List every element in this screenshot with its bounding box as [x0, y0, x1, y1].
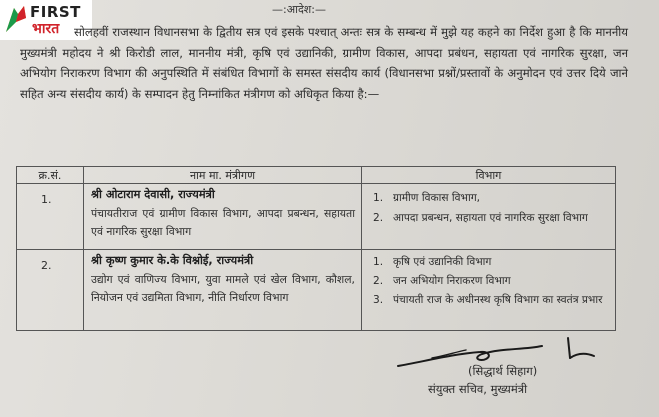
header-department: विभाग [475, 169, 502, 182]
order-heading: —:आदेश:— [272, 3, 326, 16]
minister-table [16, 166, 616, 331]
header-serial: क्र.सं. [38, 169, 62, 182]
table-row [91, 187, 355, 241]
list-item: 2. जन अभियोग निराकरण विभाग [373, 275, 511, 287]
row-1-serial: 1. [41, 193, 52, 206]
order-paragraph [20, 22, 628, 104]
row-1-departments [369, 191, 607, 226]
row-2-minister-name: श्री कृष्ण कुमार के.के विश्नोई, राज्यमंत्री [91, 254, 254, 267]
table-col-divider [83, 167, 84, 330]
order-paragraph-text: सोलहवीं राजस्थान विधानसभा के द्वितीय सत्र एवं इसके पश्चात् अन्तः सत्र के सम्बन्ध में मुझे यह कहने का निर्देश हुआ है कि माननीय मुख्यमंत्री महोदय ने श्री किरोडी लाल, माननीय मंत्री, कृषि एवं उद्यानिकी, ग्रामीण विकास, आपदा प्रबंधन, सहायता एवं नागरिक सुरक्षा, जन अभियोग निराकरण विभाग की अनुपस्थिति में संबंधित विभागों के समस्त संसदीय कार्य (विधानसभा प्रश्नों/प्रस्तावों के अनुमोदन एवं उत्तर दिये जाने सहित अन्य संसदीय कार्य) के सम्पादन हेतु निम्नांकित मंत्रीगण को अधिकृत किया है:— [20, 25, 628, 101]
row-2-departments [369, 255, 607, 308]
logo-text-first: FIRST [30, 3, 81, 21]
table-col-divider [361, 167, 362, 330]
table-row-divider [17, 249, 615, 250]
table-row [91, 253, 355, 307]
list-item: 1. कृषि एवं उद्यानिकी विभाग [373, 256, 492, 268]
signatory-name: (सिद्धार्थ सिहाग) [468, 364, 538, 378]
list-item: 1. ग्रामीण विकास विभाग, [373, 192, 481, 204]
list-item: 2. आपदा प्रबन्धन, सहायता एवं नागरिक सुरक्षा विभाग [373, 212, 588, 224]
row-1-minister-departments: पंचायतीराज एवं ग्रामीण विकास विभाग, आपदा प्रबन्धन, सहायता एवं नागरिक सुरक्षा विभाग [91, 207, 355, 238]
list-item: 3. पंचायती राज के अधीनस्थ कृषि विभाग का स्वतंत्र प्रभार [373, 294, 603, 306]
signatory-title: संयुक्त सचिव, मुख्यमंत्री [428, 382, 528, 396]
row-2-minister-departments: उद्योग एवं वाणिज्य विभाग, युवा मामले एवं खेल विभाग, कौशल, नियोजन एवं उद्यमिता विभाग, नीति निर्धारण विभाग [91, 273, 355, 304]
header-minister: नाम मा. मंत्रीगण [189, 169, 256, 182]
row-1-minister-name: श्री ओटाराम देवासी, राज्यमंत्री [91, 188, 215, 201]
logo-text-bharat: भारत [32, 21, 60, 37]
row-2-serial: 2. [41, 259, 52, 272]
table-header-divider [17, 183, 615, 184]
